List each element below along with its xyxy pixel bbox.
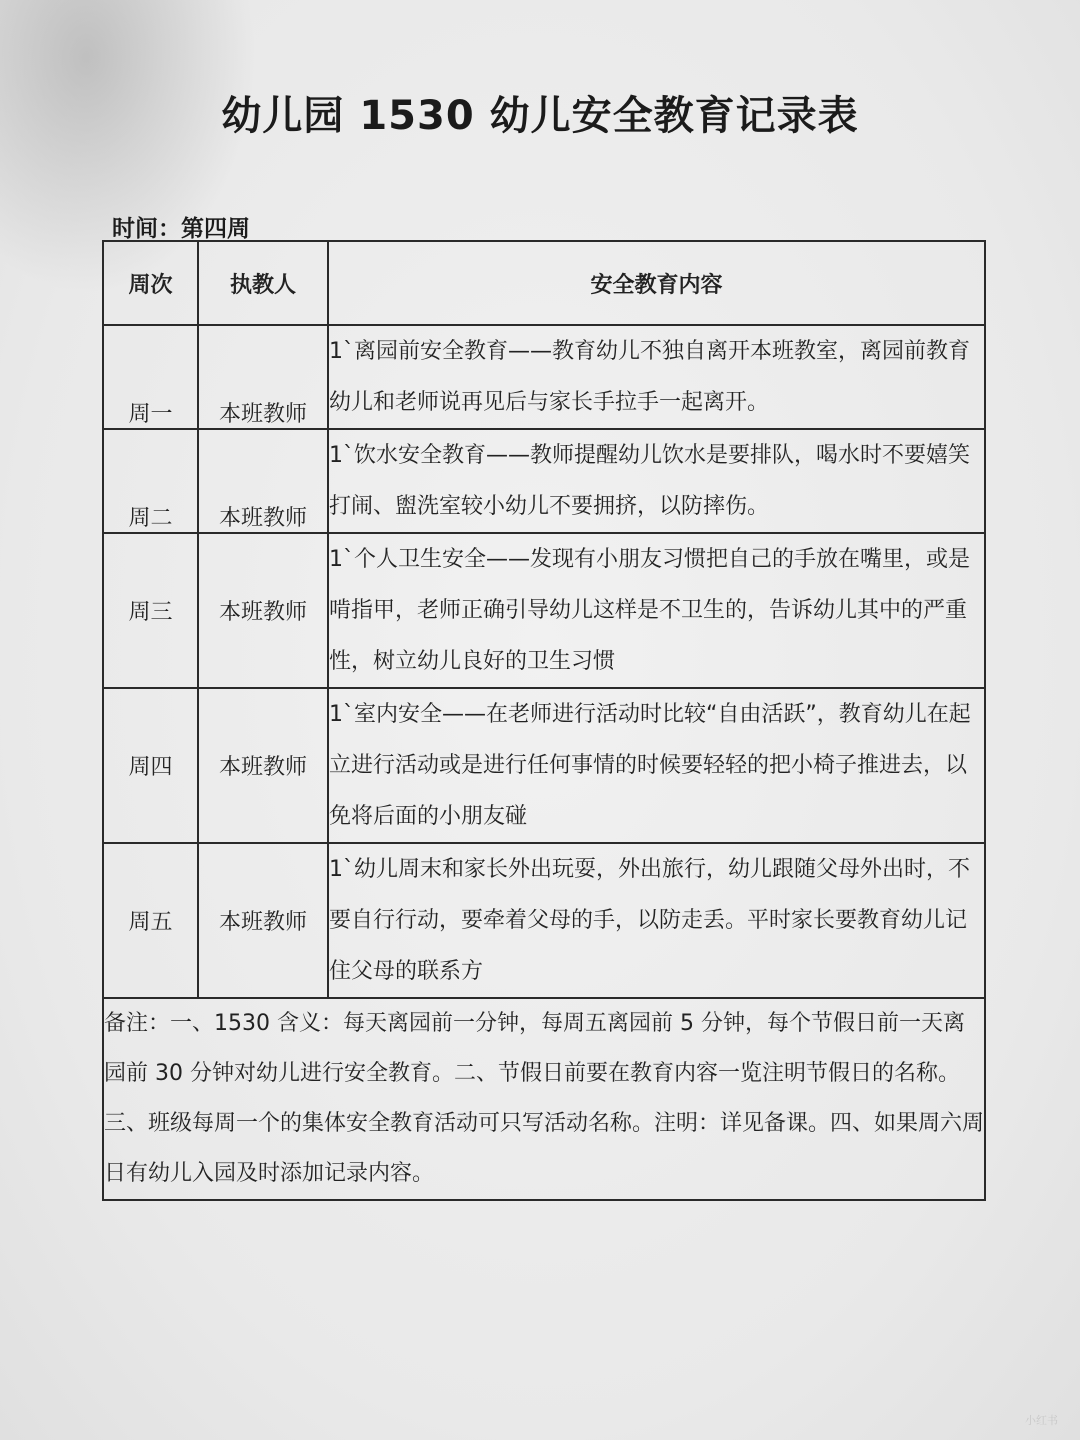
content-cell: 1`幼儿周末和家长外出玩耍，外出旅行，幼儿跟随父母外出时，不要自行行动，要牵着父母的手，以防走丢。平时家长要教育幼儿记住父母的联系方 (328, 843, 985, 998)
teacher-cell: 本班教师 (198, 533, 328, 688)
page-title: 幼儿园 1530 幼儿安全教育记录表 (221, 93, 859, 139)
safety-record-table (102, 240, 986, 1201)
header-week-day: 周次 (103, 241, 198, 325)
table-header-row (103, 241, 985, 325)
content-cell: 1`离园前安全教育——教育幼儿不独自离开本班教室，离园前教育幼儿和老师说再见后与家长手拉手一起离开。 (328, 325, 985, 429)
day-cell: 周二 (103, 429, 198, 533)
day-cell: 周三 (103, 533, 198, 688)
content-cell: 1`饮水安全教育——教师提醒幼儿饮水是要排队，喝水时不要嬉笑打闹、盥洗室较小幼儿不要拥挤，以防摔伤。 (328, 429, 985, 533)
time-label: 时间：第四周 (112, 216, 250, 242)
note-cell: 备注：一、1530 含义：每天离园前一分钟，每周五离园前 5 分钟，每个节假日前一天离园前 30 分钟对幼儿进行安全教育。二、节假日前要在教育内容一览注明节假日的名称。三、班级每周一个的集体安全教育活动可只写活动名称。注明：详见备课。四、如果周六周日有幼儿入园及时添加记录内容。 (103, 998, 985, 1200)
table-row (103, 533, 985, 688)
day-cell: 周四 (103, 688, 198, 843)
note-row (103, 998, 985, 1200)
teacher-cell: 本班教师 (198, 688, 328, 843)
teacher-cell: 本班教师 (198, 429, 328, 533)
header-teacher: 执教人 (198, 241, 328, 325)
content-cell: 1`室内安全——在老师进行活动时比较“自由活跃”，教育幼儿在起立进行活动或是进行任何事情的时候要轻轻的把小椅子推进去，以免将后面的小朋友碰 (328, 688, 985, 843)
content-cell: 1`个人卫生安全——发现有小朋友习惯把自己的手放在嘴里，或是啃指甲，老师正确引导幼儿这样是不卫生的，告诉幼儿其中的严重性，树立幼儿良好的卫生习惯 (328, 533, 985, 688)
table-row (103, 688, 985, 843)
header-content: 安全教育内容 (328, 241, 985, 325)
table-row (103, 429, 985, 533)
table-row (103, 325, 985, 429)
teacher-cell: 本班教师 (198, 843, 328, 998)
day-cell: 周一 (103, 325, 198, 429)
teacher-cell: 本班教师 (198, 325, 328, 429)
day-cell: 周五 (103, 843, 198, 998)
watermark-label: 小红书 (1025, 1414, 1058, 1427)
table-row (103, 843, 985, 998)
